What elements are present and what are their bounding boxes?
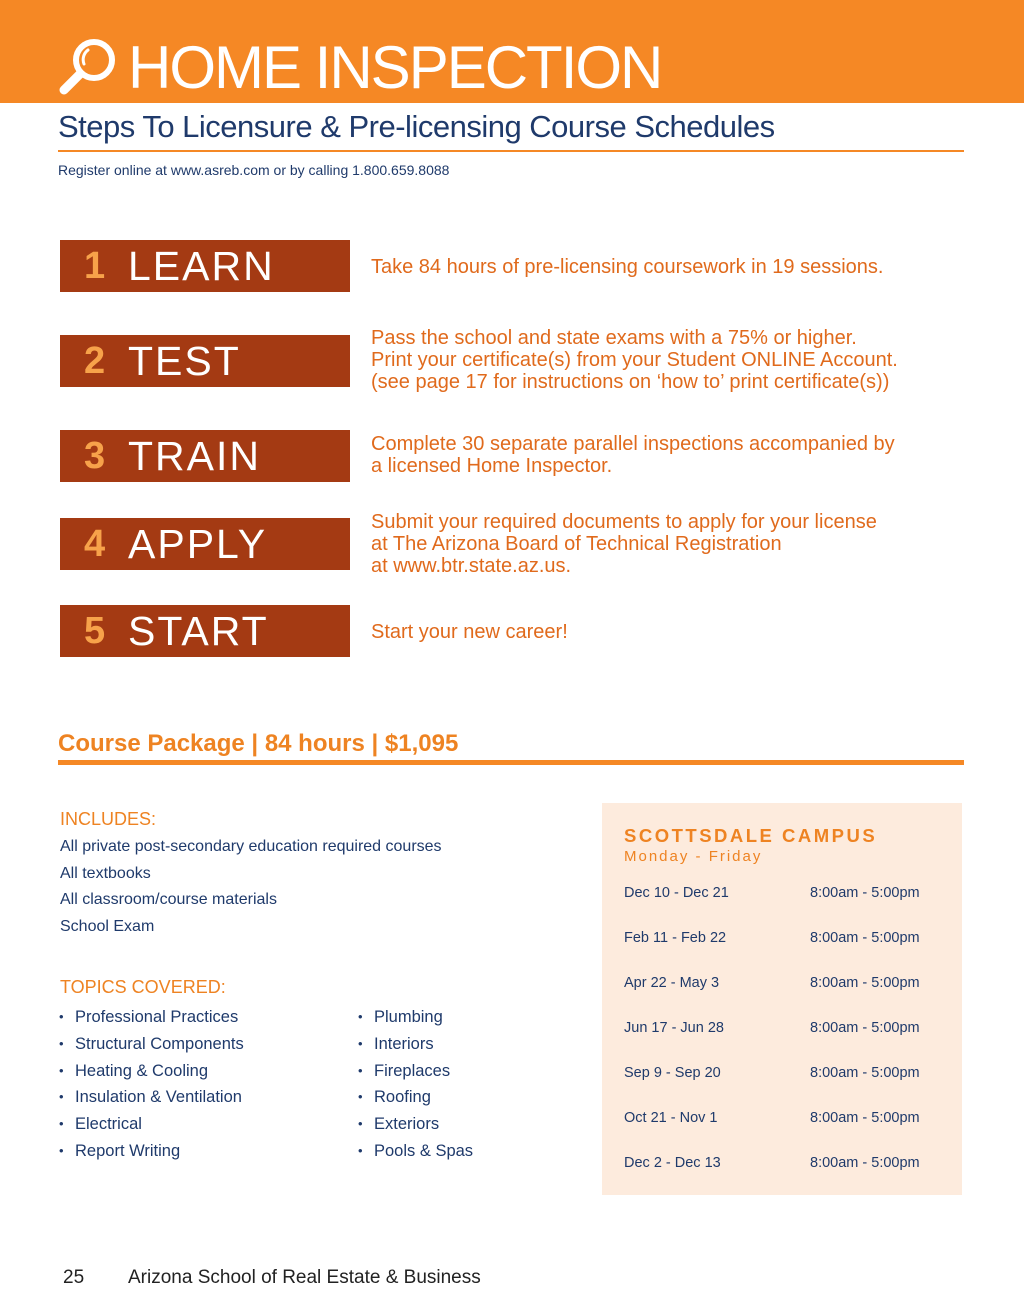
- package-divider: [58, 760, 964, 765]
- session-row: [624, 1108, 942, 1128]
- session-time: 8:00am - 5:00pm: [810, 1110, 920, 1126]
- subtitle-divider: [58, 150, 964, 152]
- topic-label: Structural Components: [75, 1034, 244, 1053]
- session-dates: Sep 9 - Sep 20: [624, 1065, 721, 1081]
- list-item: [59, 1031, 244, 1058]
- topic-label: Professional Practices: [75, 1008, 239, 1026]
- session-row: [624, 1063, 942, 1083]
- session-dates: Jun 17 - Jun 28: [624, 1020, 724, 1036]
- bullet-icon: •: [59, 1062, 64, 1078]
- magnifier-icon: [58, 36, 120, 98]
- step-label: TEST: [128, 337, 241, 384]
- step-line: (see page 17 for instructions on ‘how to’ print certificate(s)): [371, 371, 890, 393]
- topic-label: Fireplaces: [374, 1061, 451, 1080]
- list-item: [358, 1138, 473, 1165]
- campus-days: Monday - Friday: [624, 848, 763, 865]
- list-item: [59, 1084, 244, 1111]
- bullet-icon: •: [358, 1116, 363, 1132]
- step-line: at www.btr.state.az.us.: [371, 555, 572, 577]
- step-number: 1: [84, 244, 106, 287]
- includes-label: INCLUDES:: [60, 809, 157, 829]
- topic-label: Heating & Cooling: [75, 1061, 208, 1080]
- step-badge-learn: [60, 240, 350, 292]
- list-item: [358, 1031, 473, 1058]
- topic-label: Interiors: [374, 1034, 434, 1053]
- page-title: HOME INSPECTION: [128, 34, 662, 101]
- session-dates: Apr 22 - May 3: [624, 975, 720, 991]
- list-item: School Exam: [60, 918, 155, 936]
- step-badge-train: [60, 430, 350, 482]
- list-item: [358, 1111, 473, 1138]
- step-badge-test: [60, 335, 350, 387]
- step-description-start: [371, 621, 971, 643]
- campus-name: SCOTTSDALE CAMPUS: [624, 825, 878, 846]
- bullet-icon: •: [59, 1035, 64, 1051]
- step-badge-start: [60, 605, 350, 657]
- step-line: Submit your required documents to apply for your license: [371, 511, 877, 533]
- topics-label: TOPICS COVERED:: [60, 977, 226, 997]
- topics-list-left: [59, 1004, 244, 1165]
- list-item: All private post-secondary education required courses: [60, 838, 442, 855]
- bullet-icon: •: [59, 1142, 64, 1158]
- step-line: a licensed Home Inspector.: [371, 455, 613, 477]
- bullet-icon: •: [358, 1035, 363, 1051]
- step-number: 5: [84, 609, 106, 652]
- bullet-icon: •: [358, 1062, 363, 1078]
- step-line: Take 84 hours of pre-licensing coursework in 19 sessions.: [371, 256, 884, 278]
- bullet-icon: •: [358, 1089, 363, 1105]
- topic-label: Exteriors: [374, 1115, 440, 1134]
- session-dates: Dec 10 - Dec 21: [624, 885, 729, 901]
- page-number: 25: [63, 1267, 85, 1288]
- topics-list-right: [358, 1004, 473, 1165]
- list-item: [59, 1111, 244, 1138]
- topic-label: Report Writing: [75, 1141, 181, 1160]
- package-title: Course Package | 84 hours | $1,095: [58, 730, 459, 757]
- step-line: Pass the school and state exams with a 75% or higher.: [371, 327, 857, 349]
- bullet-icon: •: [358, 1142, 363, 1158]
- step-description-train: [371, 433, 971, 477]
- topic-label: Insulation & Ventilation: [75, 1088, 242, 1107]
- session-row: [624, 973, 942, 993]
- session-time: 8:00am - 5:00pm: [810, 930, 920, 946]
- list-item: All textbooks: [60, 864, 151, 882]
- step-label: APPLY: [128, 520, 268, 567]
- session-row: [624, 1153, 942, 1173]
- session-time: 8:00am - 5:00pm: [810, 885, 920, 901]
- register-note: Register online at www.asreb.com or by calling 1.800.659.8088: [58, 162, 450, 178]
- step-number: 4: [84, 522, 106, 565]
- list-item: [59, 1058, 244, 1085]
- step-number: 3: [84, 434, 106, 477]
- session-dates: Dec 2 - Dec 13: [624, 1155, 721, 1171]
- topic-label: Roofing: [374, 1088, 431, 1107]
- list-item: All classroom/course materials: [60, 891, 277, 909]
- bullet-icon: •: [358, 1009, 363, 1024]
- step-line: Print your certificate(s) from your Student ONLINE Account.: [371, 349, 898, 371]
- bullet-icon: •: [59, 1089, 64, 1105]
- step-badge-apply: [60, 518, 350, 570]
- bullet-icon: •: [59, 1009, 64, 1024]
- step-line: Complete 30 separate parallel inspections accompanied by: [371, 433, 895, 455]
- page-subtitle: Steps To Licensure & Pre-licensing Course Schedules: [58, 109, 775, 144]
- list-item: [358, 1004, 473, 1031]
- publisher-name: Arizona School of Real Estate & Business: [128, 1267, 481, 1288]
- list-item: [59, 1138, 244, 1165]
- step-line: Start your new career!: [371, 621, 568, 643]
- step-label: LEARN: [128, 242, 275, 289]
- session-dates: Oct 21 - Nov 1: [624, 1110, 718, 1126]
- session-row: [624, 928, 942, 948]
- topic-label: Electrical: [75, 1115, 142, 1134]
- step-description-test: [371, 327, 971, 393]
- step-description-learn: [371, 256, 971, 278]
- session-time: 8:00am - 5:00pm: [810, 1155, 920, 1171]
- step-description-apply: [371, 511, 971, 577]
- list-item: [358, 1084, 473, 1111]
- step-label: START: [128, 607, 269, 654]
- topic-label: Plumbing: [374, 1008, 443, 1026]
- step-number: 2: [84, 339, 106, 382]
- bullet-icon: •: [59, 1116, 64, 1132]
- step-label: TRAIN: [128, 432, 261, 479]
- list-item: [59, 1004, 244, 1031]
- session-row: [624, 1018, 942, 1038]
- session-row: [624, 883, 942, 903]
- includes-list: [60, 834, 442, 941]
- session-time: 8:00am - 5:00pm: [810, 1020, 920, 1036]
- session-time: 8:00am - 5:00pm: [810, 1065, 920, 1081]
- schedule-panel: [602, 803, 962, 1195]
- session-dates: Feb 11 - Feb 22: [624, 930, 727, 946]
- step-line: at The Arizona Board of Technical Registration: [371, 533, 782, 555]
- list-item: [358, 1058, 473, 1085]
- topic-label: Pools & Spas: [374, 1141, 474, 1160]
- session-time: 8:00am - 5:00pm: [810, 975, 920, 991]
